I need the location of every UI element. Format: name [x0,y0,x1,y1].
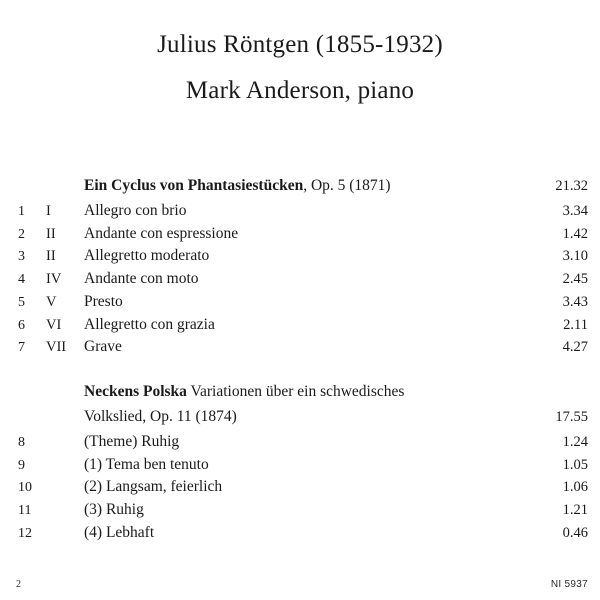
performer-title: Mark Anderson, piano [185,77,415,104]
work-title-main: Ein Cyclus von Phantasiestücken [84,177,304,194]
track-duration: 1.21 [562,502,588,519]
work-duration: 21.32 [555,178,588,194]
track-number: 11 [18,503,32,519]
track-number: 2 [18,226,25,242]
track-title: Allegretto moderato [84,247,210,265]
track-roman: VII [46,339,67,356]
track-number: 5 [18,294,25,310]
track-duration: 4.27 [562,339,588,356]
track-duration: 3.10 [562,248,588,265]
track-duration: 1.42 [562,225,588,242]
track-duration: 1.24 [562,433,588,450]
track-duration: 0.46 [562,524,588,541]
track-roman: IV [46,271,62,288]
track-roman: VI [46,316,62,333]
track-duration: 1.06 [562,479,588,496]
track-roman: I [46,202,51,219]
track-duration: 2.11 [563,316,588,333]
page-footer [0,579,600,590]
work-title-detail: , Op. 5 (1871) [303,177,391,194]
track-title: Allegretto con grazia [84,315,215,333]
track-number: 1 [18,203,25,219]
table-row[interactable] [14,200,588,223]
track-roman: V [46,293,57,310]
track-title: Andante con espressione [84,224,239,242]
work-title-detail: Variationen über ein schwedisches [186,383,405,401]
track-number: 10 [18,480,32,496]
track-title: (4) Lebhaft [84,523,155,541]
track-number: 12 [18,525,32,541]
table-row[interactable] [14,268,588,291]
work-title-main: Neckens Polska [84,383,187,401]
track-number: 4 [18,272,25,288]
table-row[interactable] [14,476,588,499]
track-number: 9 [18,457,25,473]
track-roman: II [46,225,56,242]
catalogue-number: NI 5937 [550,579,588,590]
page-number: 2 [16,579,21,590]
track-listing [0,175,600,545]
track-number: 6 [18,317,25,333]
track-roman: II [46,248,56,265]
track-title: Andante con moto [84,270,199,288]
track-number: 7 [18,340,25,356]
track-duration: 1.05 [562,456,588,473]
track-duration: 3.43 [562,293,588,310]
page-header [0,0,600,106]
track-title: (1) Tema ben tenuto [84,455,209,473]
work-heading [14,175,588,198]
work-title [14,175,530,198]
track-title: (2) Langsam, feierlich [84,478,223,496]
table-row[interactable] [14,223,588,246]
table-row[interactable] [14,245,588,268]
work-title-continued: Volkslied, Op. 11 (1874) [84,408,237,426]
track-title: (3) Ruhig [84,501,144,519]
table-row[interactable] [14,499,588,522]
track-number: 3 [18,249,25,265]
track-duration: 3.34 [562,202,588,219]
section-spacer [14,359,588,381]
work-heading [14,381,588,404]
table-row[interactable] [14,291,588,314]
table-row[interactable] [14,522,588,545]
work-title [14,381,530,404]
composer-title: Julius Röntgen (1855-1932) [157,31,443,58]
track-number: 8 [18,434,25,450]
track-title: Allegro con brio [84,201,187,219]
table-row[interactable] [14,336,588,359]
track-title: Presto [84,292,123,310]
track-title: (Theme) Ruhig [84,432,180,450]
track-title: Grave [84,338,122,356]
table-row[interactable] [14,454,588,477]
track-duration: 2.45 [562,271,588,288]
table-row[interactable] [14,314,588,337]
table-row[interactable] [14,431,588,454]
work-duration: 17.55 [555,409,588,426]
work-heading-line2 [14,406,588,429]
